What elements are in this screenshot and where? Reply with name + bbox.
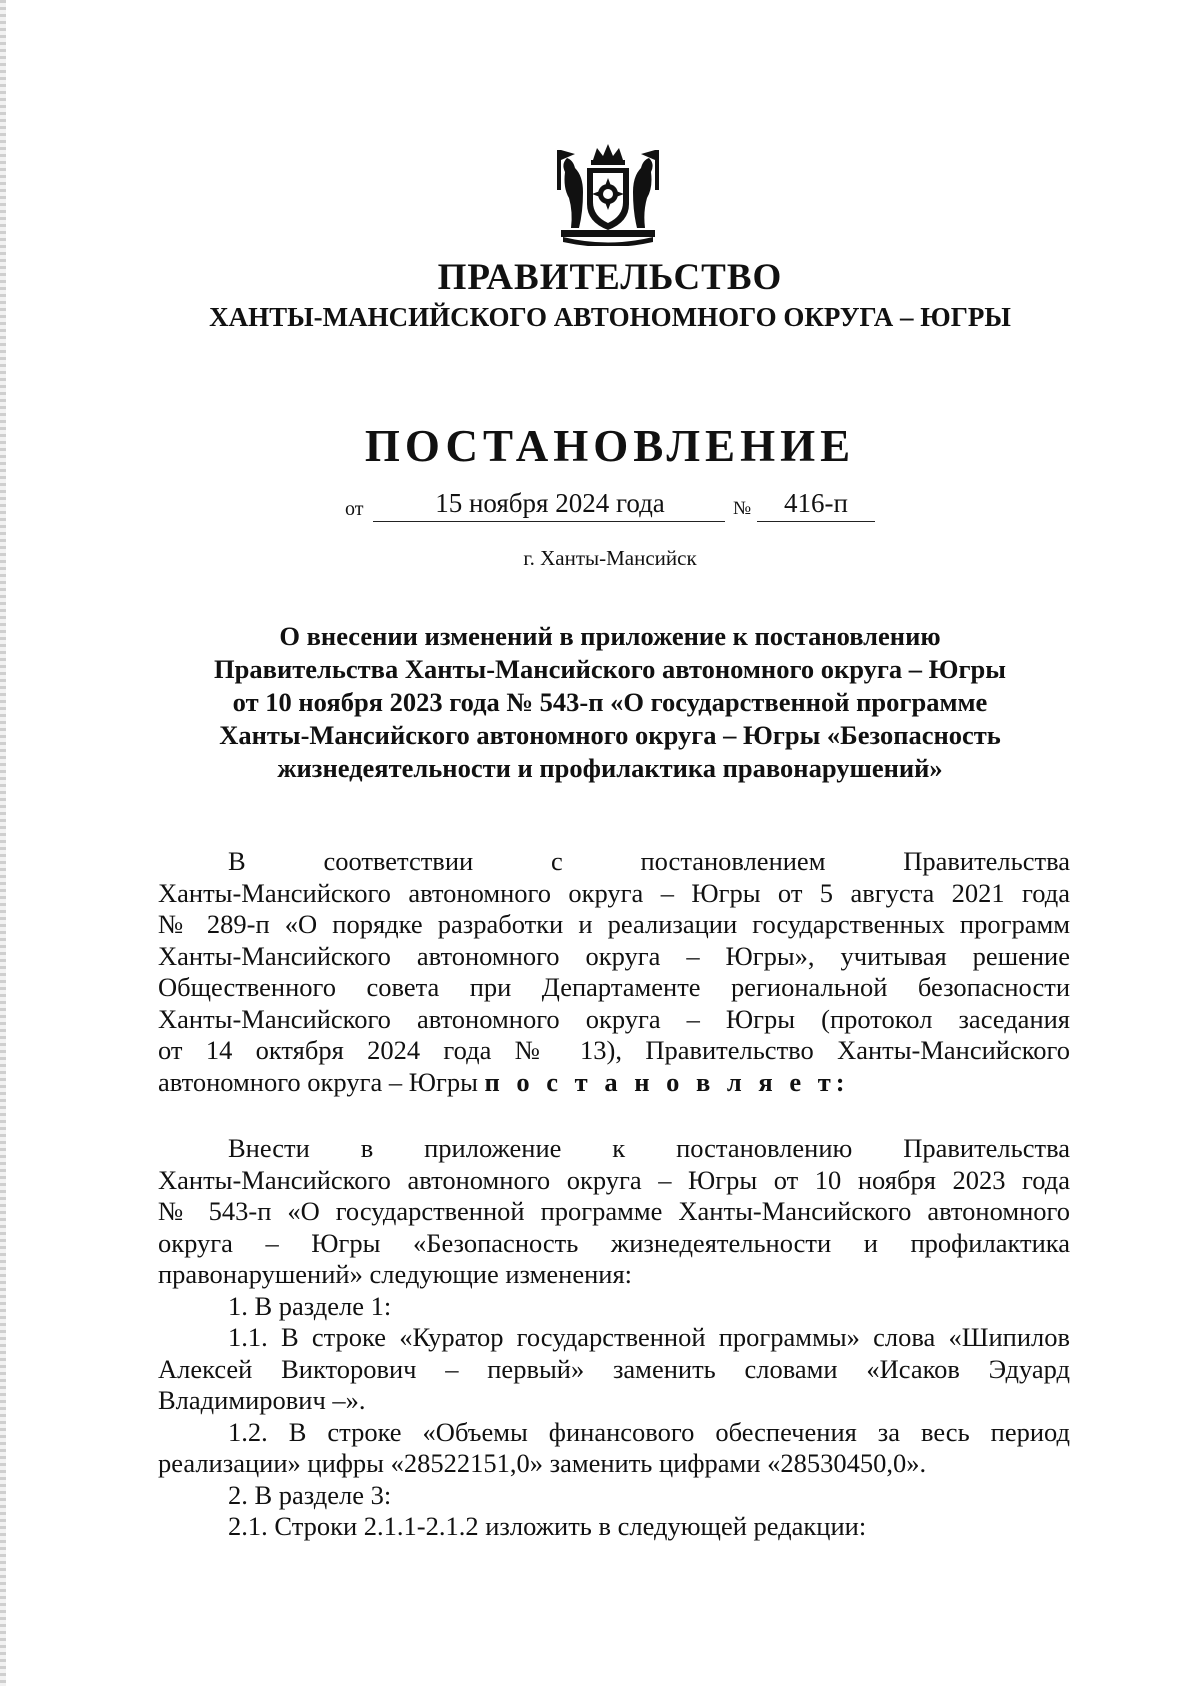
coat-of-arms-emblem [553, 142, 663, 246]
city-line: г. Ханты-Мансийск [523, 546, 697, 570]
item-2: 2. В разделе 3: [228, 1479, 392, 1510]
item-1-1-line: 1.1. В строке «Куратор государственной программы» слова «Шипилов [228, 1322, 1070, 1352]
paragraph-line: В соответствии с постановлением Правительства [228, 846, 1070, 876]
item-1-2-last-line: реализации» цифры «28522151,0» заменить цифрами «28530450,0». [158, 1448, 927, 1478]
paragraph-line-text: автономного округа – Югры [158, 1066, 478, 1097]
decree-word: п о с т а н о в л я е т: [484, 1066, 850, 1097]
document-subject [100, 620, 1120, 785]
subject-line: Ханты-Мансийского автономного округа – Югры «Безопасность [219, 720, 1001, 750]
paragraph-line: Ханты-Мансийского автономного округа – Югры от 10 ноября 2023 года [158, 1164, 1070, 1195]
date-underline [373, 521, 725, 522]
subject-line: О внесении изменений в приложение к постановлению [279, 621, 941, 651]
document-date: 15 ноября 2024 года [435, 488, 665, 518]
paragraph-line: округа – Югры «Безопасность жизнедеятельности и профилактика [158, 1227, 1070, 1258]
item-1-2-line: 1.2. В строке «Объемы финансового обеспечения за весь период [228, 1416, 1070, 1447]
paragraph-line: № 543-п «О государственной программе Ханты-Мансийского автономного [158, 1196, 1070, 1226]
item-1: 1. В разделе 1: [228, 1290, 392, 1321]
government-title: ПРАВИТЕЛЬСТВО [437, 257, 783, 298]
scan-edge [0, 0, 6, 1686]
paragraph-line: от 14 октября 2024 года № 13), Правительство Ханты-Мансийского [158, 1035, 1070, 1065]
resolution-paragraph [158, 1133, 1070, 1543]
paragraph-last-line [158, 1067, 1070, 1099]
paragraph-line: Ханты-Мансийского автономного округа – Югры», учитывая решение [158, 940, 1070, 971]
item-2-1: 2.1. Строки 2.1.1-2.1.2 изложить в следующей редакции: [228, 1511, 867, 1541]
paragraph-line: Общественного совета при Департаменте региональной безопасности [158, 972, 1070, 1002]
subject-line: жизнедеятельности и профилактика правонарушений» [277, 753, 943, 783]
region-title: ХАНТЫ-МАНСИЙСКОГО АВТОНОМНОГО ОКРУГА – ЮГРЫ [209, 302, 1011, 332]
subject-line: от 10 ноября 2023 года № 543-п «О государственной программе [232, 687, 988, 717]
from-label: от [345, 498, 364, 520]
document-type-title: ПОСТАНОВЛЕНИЕ [364, 421, 856, 471]
number-underline [757, 521, 875, 522]
number-label: № [733, 498, 752, 519]
preamble-paragraph [158, 846, 1070, 1098]
item-1-1-line: Алексей Викторович – первый» заменить словами «Исаков Эдуард [158, 1353, 1070, 1384]
paragraph-line: правонарушений» следующие изменения: [158, 1259, 633, 1289]
paragraph-line: № 289-п «О порядке разработки и реализации государственных программ [158, 909, 1070, 939]
paragraph-line: Ханты-Мансийского автономного округа – Югры (протокол заседания [158, 1003, 1070, 1034]
date-number-line [345, 488, 885, 524]
document-number: 416-п [784, 488, 848, 518]
item-1-1-last-line: Владимирович –». [158, 1385, 366, 1415]
paragraph-line: Внести в приложение к постановлению Правительства [228, 1133, 1070, 1163]
subject-line: Правительства Ханты-Мансийского автономного округа – Югры [214, 654, 1006, 684]
paragraph-line: Ханты-Мансийского автономного округа – Югры от 5 августа 2021 года [158, 877, 1070, 908]
